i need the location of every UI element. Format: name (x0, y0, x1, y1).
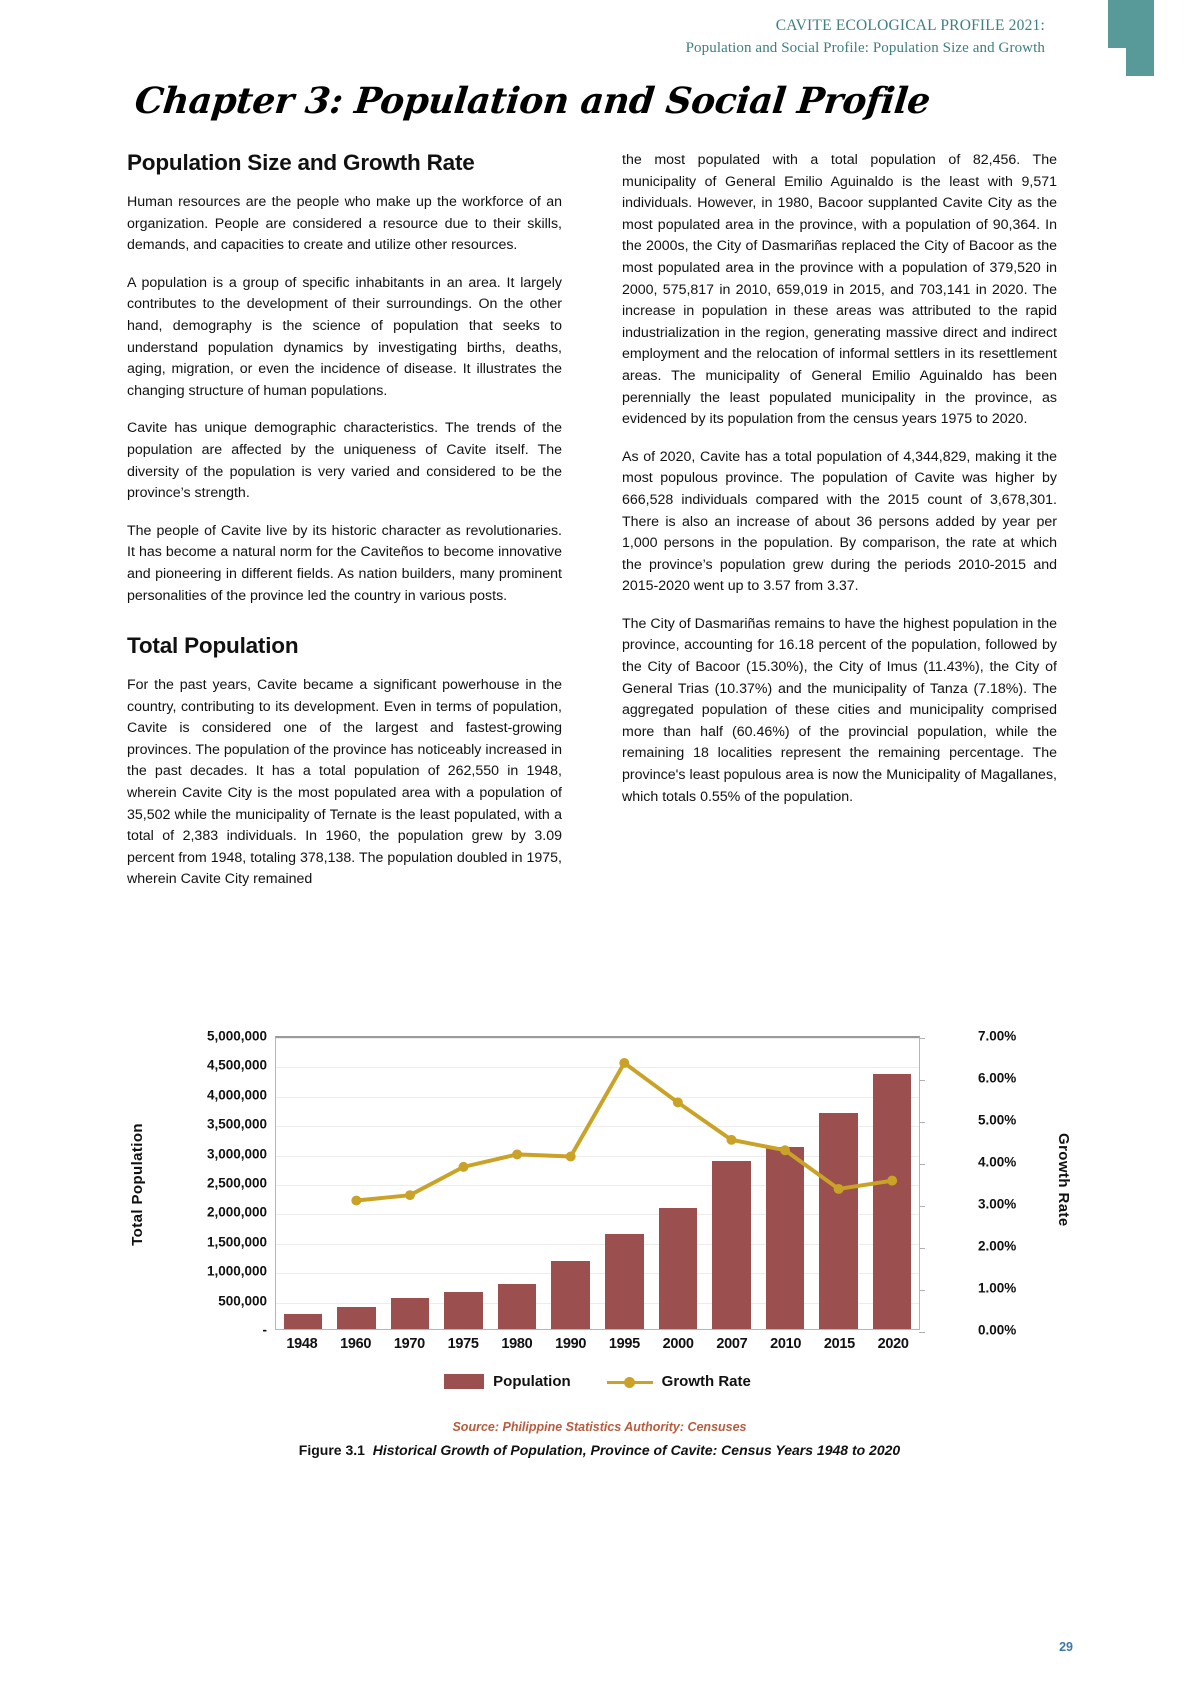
paragraph-cavite-people: The people of Cavite live by its historic character as revolutionaries. It has become a natural norm for the Caviteños to become innovative and pioneering in different fields. As nation builders, many prominent personalities of the province led the country in various posts. (127, 522, 562, 604)
y-tick-label-right: 4.00% (978, 1154, 1017, 1170)
y-tick-label-left: 1,000,000 (206, 1263, 267, 1279)
header-line-2: Population and Social Profile: Population Size and Growth (685, 40, 1045, 57)
legend-item-population (444, 1373, 571, 1390)
y-tick-label-right: 7.00% (978, 1028, 1017, 1044)
y-axis-tick-labels-left (147, 1028, 267, 1338)
y-tick-label-right: 5.00% (978, 1112, 1017, 1128)
x-tick-label: 1995 (608, 1336, 640, 1352)
y-tick-label-left: 3,500,000 (206, 1116, 267, 1132)
heading-total-population: Total Population (127, 633, 299, 659)
chapter-title: Chapter 3: Population and Social Profile (132, 80, 933, 122)
y-axis-tick-mark (919, 1332, 925, 1333)
y-tick-label-right: 3.00% (978, 1196, 1017, 1212)
y-axis-tick-mark (919, 1164, 925, 1165)
x-tick-label: 1990 (555, 1336, 587, 1352)
figure-3-1 (127, 1028, 1072, 1458)
growth-rate-line (356, 1063, 892, 1201)
y-tick-label-left: 3,000,000 (206, 1146, 267, 1162)
legend-item-growth-rate (607, 1373, 751, 1390)
x-tick-label: 2000 (662, 1336, 694, 1352)
figure-source: Source: Philippine Statistics Authority: Censuses (452, 1420, 747, 1434)
y-axis-title-right: Growth Rate (1055, 1133, 1072, 1227)
paragraph-dasmarinas-highest: The City of Dasmariñas remains to have the highest population in the province, accounting for 16.18 percent of the population, followed by the City of Bacoor (15.30%), the City of Imus (11.43%), the City of General Trias (10.37%) and the municipality of Tanza (7.18%). The aggregated population of these cities and municipality comprised more than half (60.46%) of the provincial population, while the remaining 18 localities represent the remaining percentage. The province's least populous area is now the Municipality of Magallanes, which totals 0.55% of the population. (622, 615, 1057, 805)
growth-rate-marker (834, 1184, 844, 1194)
left-column (127, 150, 562, 907)
x-tick-label: 2007 (716, 1336, 748, 1352)
growth-rate-marker (459, 1162, 469, 1172)
y-axis-tick-labels-right (978, 1028, 1050, 1338)
paragraph-most-populated-continued: the most populated with a total population of 82,456. The municipality of General Emilio Aguinaldo is the least with 9,571 individuals. However, in 1980, Bacoor supplanted Cavite City as the most populated area in the province, with a population of 90,364. In the 2000s, the City of Dasmariñas replaced the City of Bacoor as the most populated area in the province with a population of 379,520 in 2000, 575,817 in 2010, 659,019 in 2015, and 703,141 in 2020. The increase in population in these areas was attributed to the rapid industrialization in the region, generating massive direct and indirect employment and the relocation of informal settlers in its resettlement areas. The municipality of General Emilio Aguinaldo has been perennially the least populated municipality in the province, as evidenced by its population from the census years 1975 to 2020. (622, 152, 1057, 428)
header-title-block (686, 14, 1045, 60)
plot-area (275, 1036, 920, 1330)
growth-rate-marker (405, 1190, 415, 1200)
y-tick-label-left: - (262, 1322, 267, 1338)
y-axis-tick-mark (919, 1080, 925, 1081)
y-axis-title-left: Total Population (129, 1123, 146, 1246)
page-number: 29 (1059, 1640, 1073, 1654)
figure-caption-number: Figure 3.1 (298, 1442, 365, 1458)
paragraph-cavite-demographics: Cavite has unique demographic characteristics. The trends of the population are affected by the uniqueness of Cavite itself. The diversity of the population is very varied and considered to be the province’s strength. (127, 420, 562, 502)
y-tick-label-left: 2,000,000 (206, 1204, 267, 1220)
header-line-1: CAVITE ECOLOGICAL PROFILE 2021: (775, 17, 1045, 34)
figure-caption (127, 1442, 1072, 1458)
y-axis-tick-mark (919, 1122, 925, 1123)
line-series-growth-rate (276, 1038, 919, 1329)
paragraph-2020-total-population: As of 2020, Cavite has a total population of 4,344,829, making it the most populous province. The population of Cavite was higher by 666,528 individuals compared with the 2015 count of 3,678,301. There is also an increase of about 36 persons added by year per 1,000 persons in the population. By comparison, the rate at which the province’s population grew during the periods 2010-2015 and 2015-2020 went up to 3.57 from 3.37. (622, 448, 1057, 595)
x-tick-label: 1948 (286, 1336, 318, 1352)
growth-rate-marker (619, 1058, 629, 1068)
right-column (622, 150, 1057, 824)
legend-swatch-bar-icon (444, 1374, 484, 1389)
legend-label-population: Population (493, 1373, 571, 1390)
x-tick-label: 2010 (770, 1336, 802, 1352)
legend-swatch-line-icon (607, 1375, 653, 1389)
legend-label-growth-rate: Growth Rate (661, 1373, 751, 1390)
growth-rate-marker (726, 1135, 736, 1145)
x-tick-label: 2020 (877, 1336, 909, 1352)
y-tick-label-right: 0.00% (978, 1322, 1017, 1338)
y-tick-label-right: 2.00% (978, 1238, 1017, 1254)
y-tick-label-left: 4,500,000 (206, 1057, 267, 1073)
chart-container (127, 1028, 1072, 1458)
y-tick-label-left: 5,000,000 (206, 1028, 267, 1044)
x-tick-label: 1975 (447, 1336, 479, 1352)
chart-legend (275, 1373, 920, 1390)
heading-population-size-and-growth-rate: Population Size and Growth Rate (127, 150, 475, 175)
teal-block-small (1126, 48, 1154, 76)
x-tick-label: 2015 (823, 1336, 855, 1352)
growth-rate-marker (566, 1152, 576, 1162)
paragraph-population-definition: A population is a group of specific inhabitants in an area. It largely contributes to the development of their surroundings. On the other hand, demography is the science of population that seeks to understand population dynamics by investigating births, deaths, aging, migration, or even the incidence of disease. It illustrates the changing structure of human populations. (127, 274, 562, 399)
y-tick-label-right: 1.00% (978, 1280, 1017, 1296)
growth-rate-marker (673, 1097, 683, 1107)
x-axis-tick-labels (275, 1336, 920, 1352)
growth-rate-marker (351, 1196, 361, 1206)
x-tick-label: 1970 (393, 1336, 425, 1352)
y-axis-tick-mark (919, 1248, 925, 1249)
x-tick-label: 1980 (501, 1336, 533, 1352)
y-tick-label-right: 6.00% (978, 1070, 1017, 1086)
page-header (0, 0, 1200, 72)
y-tick-label-left: 4,000,000 (206, 1087, 267, 1103)
growth-rate-marker (512, 1149, 522, 1159)
y-axis-tick-mark (919, 1206, 925, 1207)
y-tick-label-left: 2,500,000 (206, 1175, 267, 1191)
teal-block-large (1108, 0, 1154, 48)
figure-caption-text: Historical Growth of Population, Province of Cavite: Census Years 1948 to 2020 (372, 1442, 901, 1458)
y-axis-tick-mark (919, 1038, 925, 1039)
x-tick-label: 1960 (340, 1336, 372, 1352)
growth-rate-marker (887, 1176, 897, 1186)
paragraph-human-resources: Human resources are the people who make up the workforce of an organization. People are considered a resource due to their skills, demands, and capacities to create and utilize other resources. (127, 194, 562, 254)
y-tick-label-left: 500,000 (218, 1293, 267, 1309)
y-tick-label-left: 1,500,000 (206, 1234, 267, 1250)
growth-rate-marker (780, 1145, 790, 1155)
paragraph-total-population-history: For the past years, Cavite became a significant powerhouse in the country, contributing to its development. Even in terms of population, Cavite is considered one of the largest and fastest-growing provinces. The population of the province has noticeably increased in the past decades. It has a total population of 262,550 in 1948, wherein Cavite City is the most populated area with a population of 35,502 while the municipality of Ternate is the least populated, with a total of 2,383 individuals. In 1960, the population grew by 3.09 percent from 1948, totaling 378,138. The population doubled in 1975, wherein Cavite City remained (127, 677, 562, 888)
y-axis-tick-mark (919, 1290, 925, 1291)
